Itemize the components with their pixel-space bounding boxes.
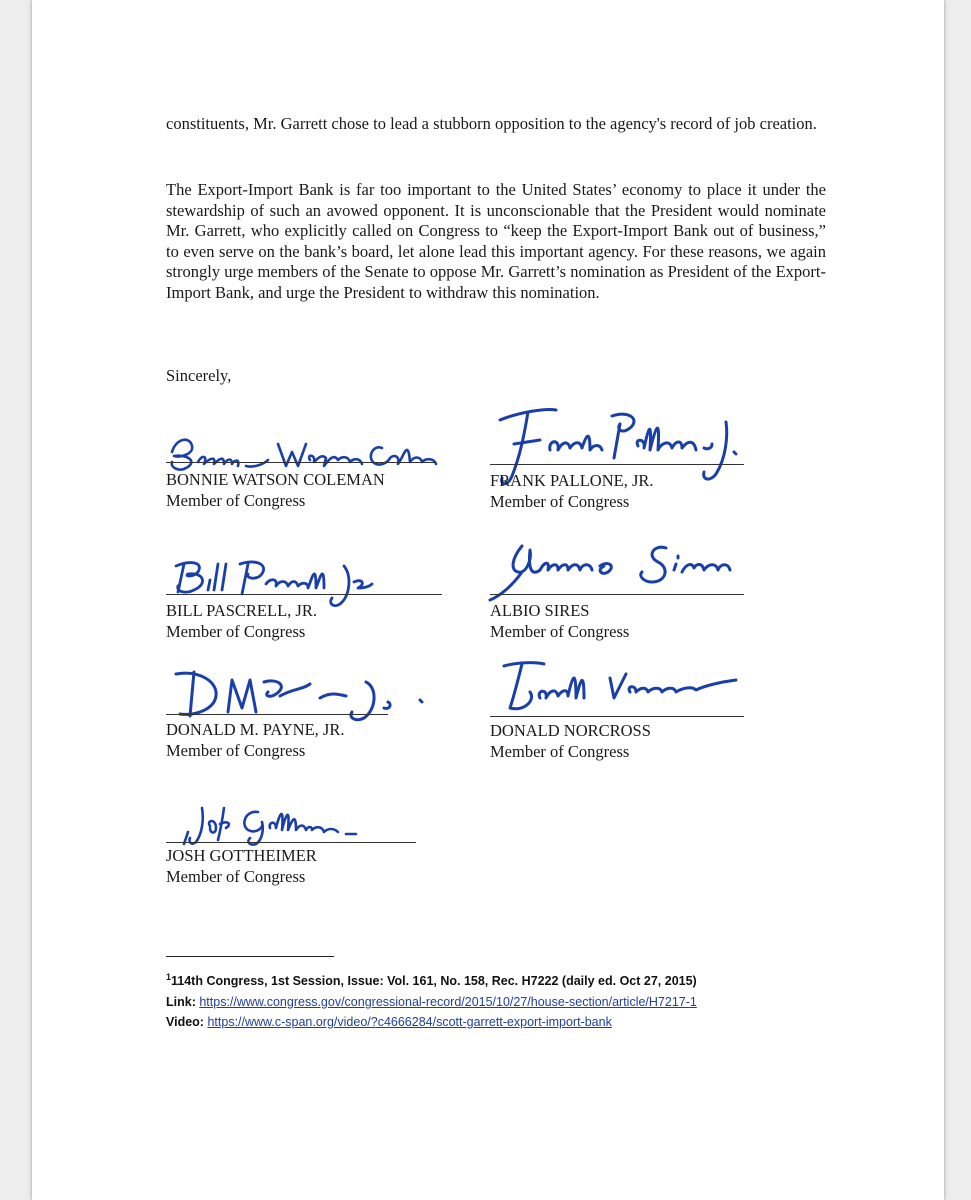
letter-paragraph-2: The Export-Import Bank is far too important to the United States’ economy to place it under the stewardship of such an avowed opponent. It is unconscionable that the President would nominate Mr. Garrett, who explicitly called on Congress to “keep the Export-Import Bank out of business,” to even serve on the bank’s board, let alone lead this important agency. For these reasons, we again strongly urge members of the Senate to oppose Mr. Garrett’s nomination as President of the Export-Import Bank, and urge the President to withdraw this nomination. bbox=[166, 180, 826, 302]
footnote-link-label: Link: bbox=[166, 995, 196, 1009]
letter-paragraph-1: constituents, Mr. Garrett chose to lead a stubborn opposition to the agency's record of job creation. bbox=[166, 114, 817, 133]
signature-line bbox=[166, 714, 388, 715]
footnote-link-line bbox=[166, 995, 697, 1009]
closing-salutation: Sincerely, bbox=[166, 366, 232, 385]
handwritten-signature bbox=[482, 530, 752, 610]
signatory-title: Member of Congress bbox=[490, 742, 630, 761]
signatory-name: BILL PASCRELL, JR. bbox=[166, 601, 317, 620]
signatory-title: Member of Congress bbox=[166, 622, 306, 641]
signature-block-gottheimer bbox=[166, 798, 436, 898]
signatory-name: JOSH GOTTHEIMER bbox=[166, 846, 317, 865]
signatory-name: DONALD NORCROSS bbox=[490, 721, 651, 740]
footnote-separator bbox=[166, 956, 334, 957]
signatory-title: Member of Congress bbox=[166, 867, 306, 886]
signature-block-pascrell bbox=[166, 546, 436, 646]
signatory-title: Member of Congress bbox=[490, 622, 630, 641]
signatory-name: BONNIE WATSON COLEMAN bbox=[166, 470, 385, 489]
footnote-citation bbox=[166, 972, 697, 988]
footnote-video-line bbox=[166, 1015, 612, 1029]
signature-line bbox=[166, 842, 416, 843]
signature-line bbox=[166, 462, 436, 463]
signature-block-sires bbox=[490, 546, 760, 646]
cspan-video-link[interactable]: https://www.c-span.org/video/?c4666284/scott-garrett-export-import-bank bbox=[207, 1015, 612, 1029]
signature-block-payne bbox=[166, 670, 436, 770]
letter-page bbox=[32, 0, 944, 1200]
signature-line bbox=[490, 716, 744, 717]
signature-line bbox=[490, 594, 744, 595]
signature-block-norcross bbox=[490, 670, 760, 770]
signatory-name: FRANK PALLONE, JR. bbox=[490, 471, 654, 490]
footnote-citation-text: 114th Congress, 1st Session, Issue: Vol. 161, No. 158, Rec. H7222 (daily ed. Oct 27, 2015) bbox=[171, 974, 697, 989]
signature-block-pallone bbox=[490, 418, 760, 518]
signatory-name: DONALD M. PAYNE, JR. bbox=[166, 720, 345, 739]
signature-line bbox=[166, 594, 442, 595]
signature-block-coleman bbox=[166, 418, 436, 518]
signatory-title: Member of Congress bbox=[166, 491, 306, 510]
congress-record-link[interactable]: https://www.congress.gov/congressional-record/2015/10/27/house-section/article/H7217-1 bbox=[199, 995, 697, 1009]
footnote-video-label: Video: bbox=[166, 1015, 204, 1029]
signatory-title: Member of Congress bbox=[490, 492, 630, 511]
signatory-title: Member of Congress bbox=[166, 741, 306, 760]
footnote-marker: 1 bbox=[166, 972, 172, 982]
signature-line bbox=[490, 464, 744, 465]
signatory-name: ALBIO SIRES bbox=[490, 601, 590, 620]
